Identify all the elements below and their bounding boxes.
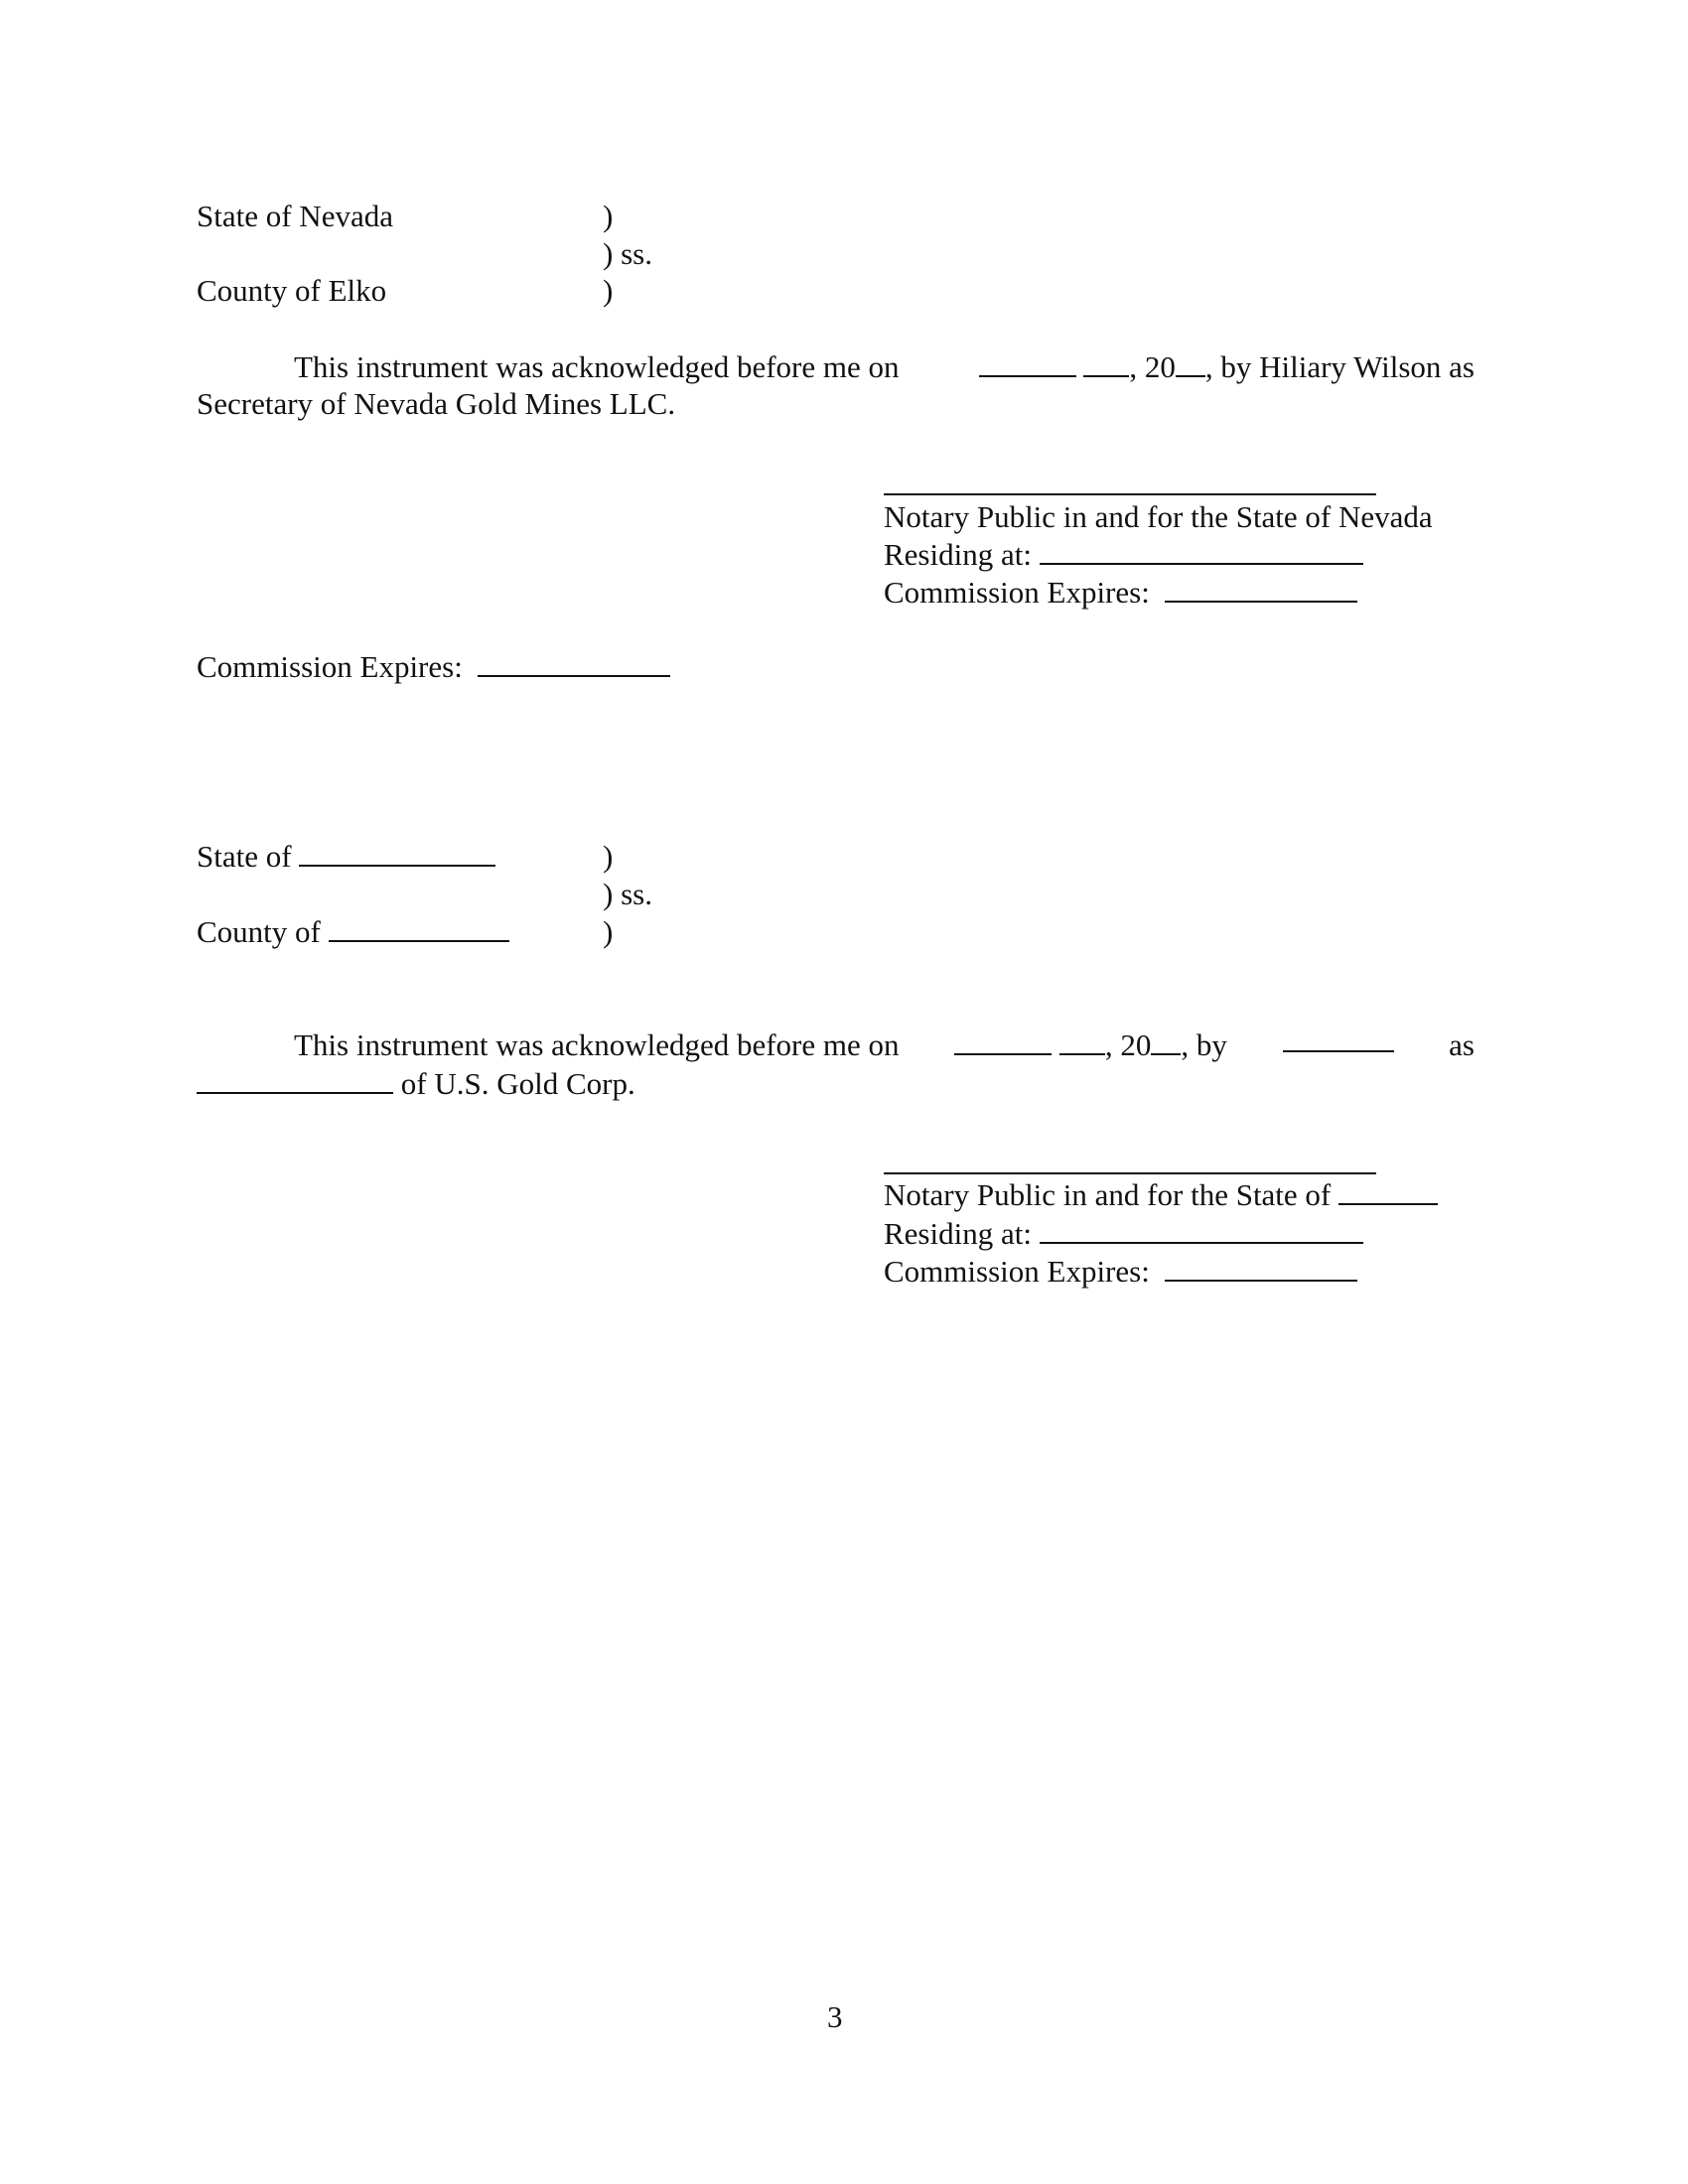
month-blank[interactable] xyxy=(954,1029,1052,1055)
acknowledgment-line-1 xyxy=(294,348,1475,386)
page-number: 3 xyxy=(827,1999,843,2034)
acknowledgment-line-2: of U.S. Gold Corp. xyxy=(197,1065,635,1103)
residing-at: Residing at: xyxy=(884,1215,1363,1253)
name-blank[interactable] xyxy=(1283,1026,1394,1052)
residing-blank[interactable] xyxy=(1040,539,1363,565)
notary-title: Notary Public in and for the State of Nevada xyxy=(884,499,1433,534)
year-blank[interactable] xyxy=(1176,351,1205,377)
notary-signature-line[interactable] xyxy=(884,1172,1376,1174)
ack-date-fields: , 20 , by Hiliary Wilson as xyxy=(979,348,1475,386)
residing-blank[interactable] xyxy=(1040,1218,1363,1244)
commission-blank[interactable] xyxy=(478,651,670,677)
commission-expires: Commission Expires: xyxy=(884,1253,1357,1291)
title-blank[interactable] xyxy=(197,1068,393,1094)
day-blank[interactable] xyxy=(1059,1029,1105,1055)
venue-county: County of xyxy=(197,913,509,951)
commission-expires-extra: Commission Expires: xyxy=(197,648,670,686)
state-blank[interactable] xyxy=(299,841,495,867)
month-blank[interactable] xyxy=(979,351,1076,377)
ack-text: This instrument was acknowledged before me on xyxy=(294,1027,900,1062)
notary-title: Notary Public in and for the State of xyxy=(884,1176,1438,1214)
commission-blank[interactable] xyxy=(1165,1256,1357,1282)
notary-signature-line[interactable] xyxy=(884,493,1376,495)
county-blank[interactable] xyxy=(329,916,509,942)
venue-paren-ss: ) ss. xyxy=(603,877,652,911)
venue-state: State of Nevada xyxy=(197,199,393,233)
venue-paren-ss: ) ss. xyxy=(603,236,652,271)
venue-paren: ) xyxy=(603,199,614,233)
venue-county: County of Elko xyxy=(197,273,387,308)
ack-date-fields: , 20 , by xyxy=(954,1026,1227,1064)
ack-text: This instrument was acknowledged before me on xyxy=(294,349,900,384)
commission-blank[interactable] xyxy=(1165,577,1357,603)
year-blank[interactable] xyxy=(1151,1029,1181,1055)
venue-paren: ) xyxy=(603,273,614,308)
residing-at: Residing at: xyxy=(884,536,1363,574)
notary-state-blank[interactable] xyxy=(1338,1179,1438,1205)
acknowledgment-line-2: Secretary of Nevada Gold Mines LLC. xyxy=(197,386,676,421)
venue-paren: ) xyxy=(603,839,614,874)
venue-paren: ) xyxy=(603,914,614,949)
day-blank[interactable] xyxy=(1083,351,1129,377)
acknowledgment-line-1: This instrument was acknowledged before me on , 20 , by as xyxy=(294,1027,1475,1062)
venue-state: State of xyxy=(197,838,495,876)
commission-expires: Commission Expires: xyxy=(884,574,1357,612)
